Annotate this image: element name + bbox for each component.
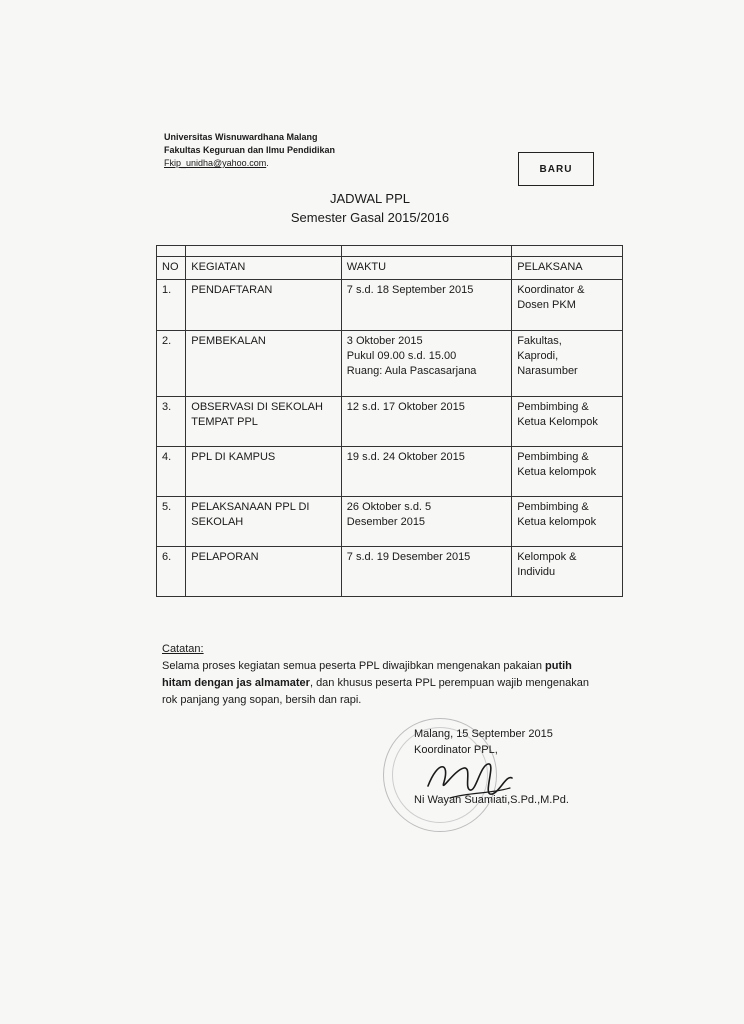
cell-no: 5.: [157, 497, 186, 547]
cell-no: 1.: [157, 280, 186, 331]
cell-kegiatan: PEMBEKALAN: [186, 331, 342, 397]
table-spacer-row: [157, 246, 623, 257]
table-header-row: [157, 257, 623, 280]
cell-no: 6.: [157, 547, 186, 597]
cell-pelaksana: Pembimbing & Ketua Kelompok: [512, 397, 623, 447]
header-no: NO: [157, 257, 186, 280]
signatory-name: Ni Wayan Suamiati,S.Pd.,M.Pd.: [414, 794, 569, 806]
table-row: [157, 547, 623, 597]
table-row: [157, 280, 623, 331]
header-pelaksana: PELAKSANA: [512, 257, 623, 280]
notes-text-after: , dan khusus peserta PPL perempuan wajib mengenakan rok panjang yang sopan, bersih dan rapi.: [162, 677, 590, 706]
cell-waktu: 12 s.d. 17 Oktober 2015: [341, 397, 511, 447]
university-name: Universitas Wisnuwardhana Malang: [164, 132, 318, 142]
signatory-role: Koordinator PPL,: [414, 744, 498, 756]
cell-pelaksana: Kelompok & Individu: [512, 547, 623, 597]
cell-pelaksana: Koordinator & Dosen PKM: [512, 280, 623, 331]
cell-waktu: 19 s.d. 24 Oktober 2015: [341, 447, 511, 497]
cell-waktu: 7 s.d. 18 September 2015: [341, 280, 511, 331]
cell-no: 2.: [157, 331, 186, 397]
notes-section: [162, 641, 602, 709]
email-link[interactable]: Fkip_unidha@yahoo.com: [164, 158, 267, 168]
table-row: [157, 397, 623, 447]
schedule-table: [156, 245, 623, 597]
cell-kegiatan: OBSERVASI DI SEKOLAH TEMPAT PPL: [186, 397, 342, 447]
table-row: [157, 331, 623, 397]
cell-no: 3.: [157, 397, 186, 447]
cell-kegiatan: PPL DI KAMPUS: [186, 447, 342, 497]
cell-waktu: 26 Oktober s.d. 5 Desember 2015: [341, 497, 511, 547]
faculty-name: Fakultas Keguruan dan Ilmu Pendidikan: [164, 145, 336, 155]
notes-text-bold: putih hitam dengan jas almamater: [162, 660, 572, 689]
place-date: Malang, 15 September 2015: [414, 728, 553, 740]
letterhead: [164, 131, 335, 170]
handwritten-signature-icon: [420, 748, 520, 808]
document-title: JADWAL PPL: [330, 191, 410, 206]
document-subtitle: Semester Gasal 2015/2016: [290, 210, 450, 225]
cell-no: 4.: [157, 447, 186, 497]
cell-pelaksana: Pembimbing & Ketua kelompok: [512, 447, 623, 497]
header-kegiatan: KEGIATAN: [186, 257, 342, 280]
cell-waktu: 7 s.d. 19 Desember 2015: [341, 547, 511, 597]
email-suffix: .: [266, 158, 269, 168]
cell-kegiatan: PENDAFTARAN: [186, 280, 342, 331]
header-waktu: WAKTU: [341, 257, 511, 280]
cell-kegiatan: PELAPORAN: [186, 547, 342, 597]
notes-text-before: Selama proses kegiatan semua peserta PPL diwajibkan mengenakan pakaian: [162, 660, 542, 672]
cell-pelaksana: Pembimbing & Ketua kelompok: [512, 497, 623, 547]
table-row: [157, 447, 623, 497]
cell-kegiatan: PELAKSANAAN PPL DI SEKOLAH: [186, 497, 342, 547]
status-badge: BARU: [518, 152, 594, 186]
cell-waktu: 3 Oktober 2015 Pukul 09.00 s.d. 15.00 Ruang: Aula Pascasarjana: [341, 331, 511, 397]
notes-label: Catatan:: [162, 643, 204, 655]
table-row: [157, 497, 623, 547]
cell-pelaksana: Fakultas, Kaprodi, Narasumber: [512, 331, 623, 397]
notes-text: [162, 658, 602, 709]
